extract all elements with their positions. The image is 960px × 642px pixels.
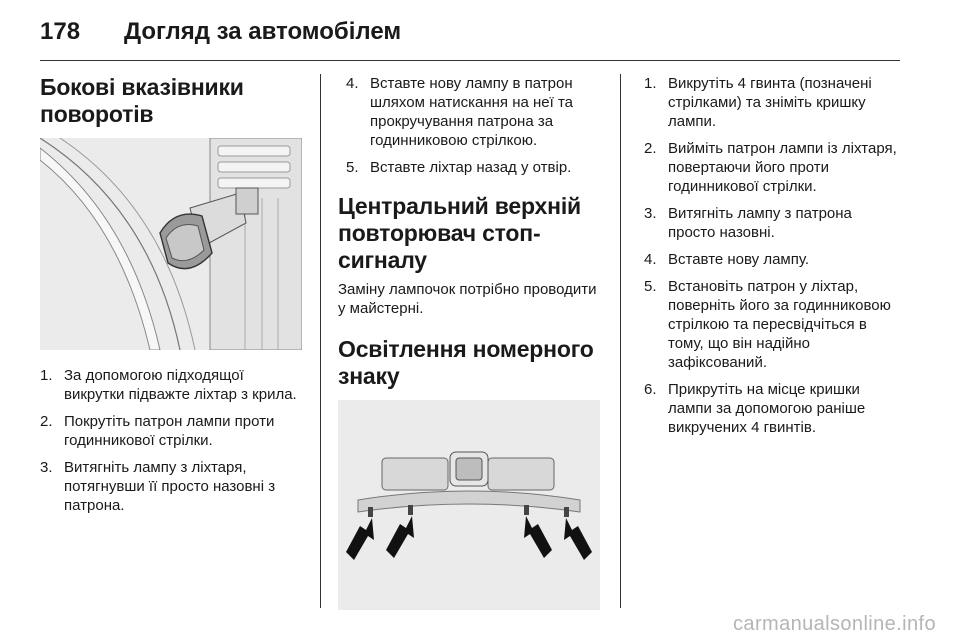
header-rule	[40, 60, 900, 61]
section-title-plate-light: Освітлення номерного знаку	[338, 336, 594, 389]
screw-icon	[368, 507, 373, 517]
running-title: Догляд за автомобілем	[124, 18, 402, 45]
page-header	[40, 14, 900, 60]
page-number: 178	[40, 18, 81, 45]
watermark: carmanualsonline.info	[733, 613, 936, 635]
step-item: 4. Вставте нову лампу.	[644, 251, 810, 268]
steps-plate-light	[644, 74, 902, 437]
step-item: 2. Покрутіть патрон лампи проти годинникової стрілки.	[40, 413, 275, 449]
section-title-brake-light: Центральний верхній повторювач стоп-сигналу	[338, 193, 581, 273]
step-item: 5. Встановіть патрон у ліхтар, поверніть його за годинниковою стрілкою та пересвідчіться в тому, що він надійно зафіксований.	[644, 278, 891, 371]
column-2	[338, 74, 602, 610]
steps-side-indicators	[40, 366, 304, 515]
steps-side-indicators-continued	[346, 74, 602, 177]
column-3	[638, 74, 902, 445]
figure-plate-light	[338, 400, 600, 610]
column-1	[40, 74, 304, 523]
column-divider-2	[620, 74, 621, 608]
figure-side-indicator	[40, 138, 302, 350]
section-title-side-indicators: Бокові вказівники поворотів	[40, 74, 244, 127]
side-indicator-illustration	[40, 138, 302, 350]
step-item: 5. Вставте ліхтар назад у отвір.	[346, 159, 572, 176]
step-item: 4. Вставте нову лампу в патрон шляхом натискання на неї та прокручування патрона за годинниковою стрілкою.	[346, 75, 573, 149]
screw-icon	[564, 507, 569, 517]
step-item: 3. Витягніть лампу з ліхтаря, потягнувши її просто назовні з патрона.	[40, 459, 276, 514]
step-item: 6. Прикрутіть на місце кришки лампи за допомогою раніше викручених 4 гвинтів.	[644, 381, 866, 436]
step-item: 3. Витягніть лампу з патрона просто назовні.	[644, 205, 852, 241]
step-item: 2. Вийміть патрон лампи із ліхтаря, повертаючи його проти годинникової стрілки.	[644, 140, 897, 195]
plate-light-illustration	[338, 400, 600, 610]
screw-icon	[524, 505, 529, 515]
screw-icon	[408, 505, 413, 515]
column-divider-1	[320, 74, 321, 608]
step-item: 1. За допомогою підходящої викрутки підважте ліхтар з крила.	[40, 367, 297, 403]
step-item: 1. Викрутіть 4 гвинта (позначені стрілками) та зніміть кришку лампи.	[644, 75, 872, 130]
brake-light-text: Заміну лампочок потрібно проводити у майстерні.	[338, 281, 597, 317]
